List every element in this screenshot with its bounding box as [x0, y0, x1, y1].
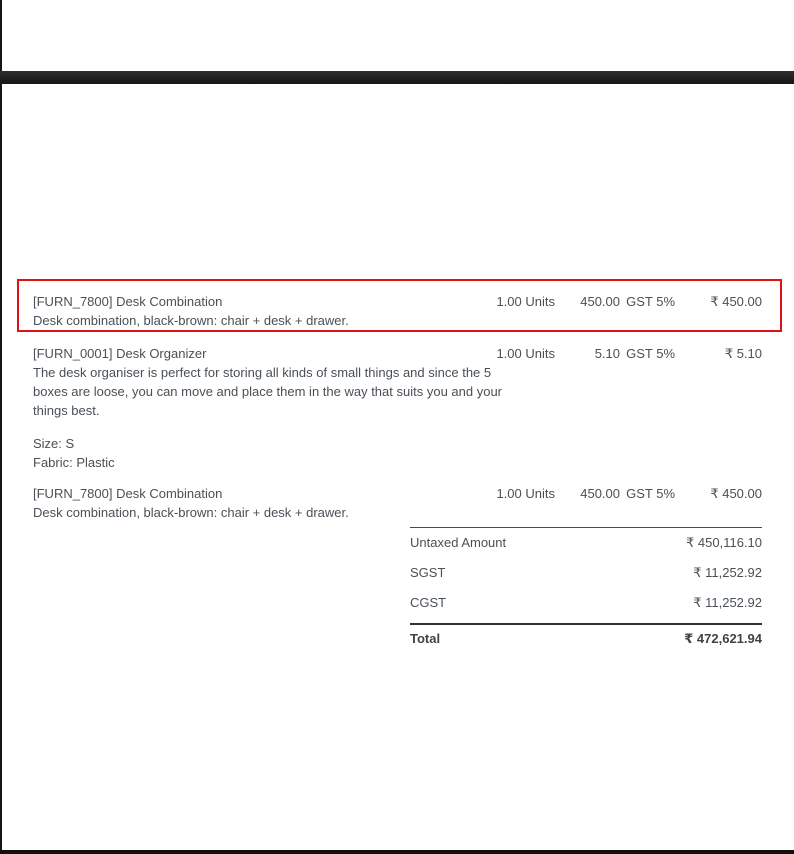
bottom-divider-bar	[0, 850, 794, 854]
description-line: Desk combination, black-brown: chair + desk + drawer.	[33, 505, 349, 520]
taxes-cell: GST 5%	[626, 294, 675, 309]
total-label: Total	[410, 631, 441, 646]
attribute-fabric: Fabric: Plastic	[33, 455, 115, 470]
product-description	[33, 363, 762, 420]
unit-price-cell: 450.00	[580, 486, 620, 501]
cgst-value: ₹ 11,252.92	[693, 595, 762, 610]
sgst-value: ₹ 11,252.92	[693, 565, 762, 580]
cgst-row	[410, 588, 762, 618]
page-left-border	[0, 0, 2, 854]
description-line: Desk combination, black-brown: chair + desk + drawer.	[33, 313, 349, 328]
unit-price-cell: 450.00	[580, 294, 620, 309]
total-value: ₹ 472,621.94	[684, 631, 762, 646]
amount-cell: ₹ 5.10	[724, 346, 762, 361]
attribute-size: Size: S	[33, 436, 75, 451]
quantity-cell: 1.00 Units	[496, 346, 555, 361]
product-name: [FURN_7800] Desk Combination	[33, 294, 223, 309]
top-divider-bar	[0, 71, 794, 84]
cgst-label: CGST	[410, 595, 447, 610]
quantity-cell: 1.00 Units	[496, 486, 555, 501]
description-line: The desk organiser is perfect for storing all kinds of small things and since the 5	[33, 365, 492, 380]
invoice-line-1[interactable]	[33, 292, 762, 330]
taxes-cell: GST 5%	[626, 486, 675, 501]
invoice-line-2	[33, 344, 762, 472]
untaxed-amount-label: Untaxed Amount	[410, 535, 507, 550]
invoice-line-3	[33, 484, 762, 522]
amount-cell: ₹ 450.00	[710, 294, 762, 309]
product-attributes	[33, 434, 762, 472]
taxes-cell: GST 5%	[626, 346, 675, 361]
untaxed-amount-row	[410, 528, 762, 558]
description-line: things best.	[33, 403, 100, 418]
product-name: [FURN_7800] Desk Combination	[33, 486, 223, 501]
untaxed-amount-value: ₹ 450,116.10	[686, 535, 762, 550]
amount-cell: ₹ 450.00	[710, 486, 762, 501]
description-line: boxes are loose, you can move and place them in the way that suits you and your	[33, 384, 502, 399]
product-description	[33, 311, 762, 330]
product-name: [FURN_0001] Desk Organizer	[33, 346, 207, 361]
unit-price-cell: 5.10	[594, 346, 620, 361]
totals-table	[410, 527, 762, 646]
grand-total-row	[410, 623, 762, 646]
sgst-label: SGST	[410, 565, 446, 580]
quantity-cell: 1.00 Units	[496, 294, 555, 309]
invoice-lines-table	[33, 292, 762, 522]
sgst-row	[410, 558, 762, 588]
product-description	[33, 503, 762, 522]
